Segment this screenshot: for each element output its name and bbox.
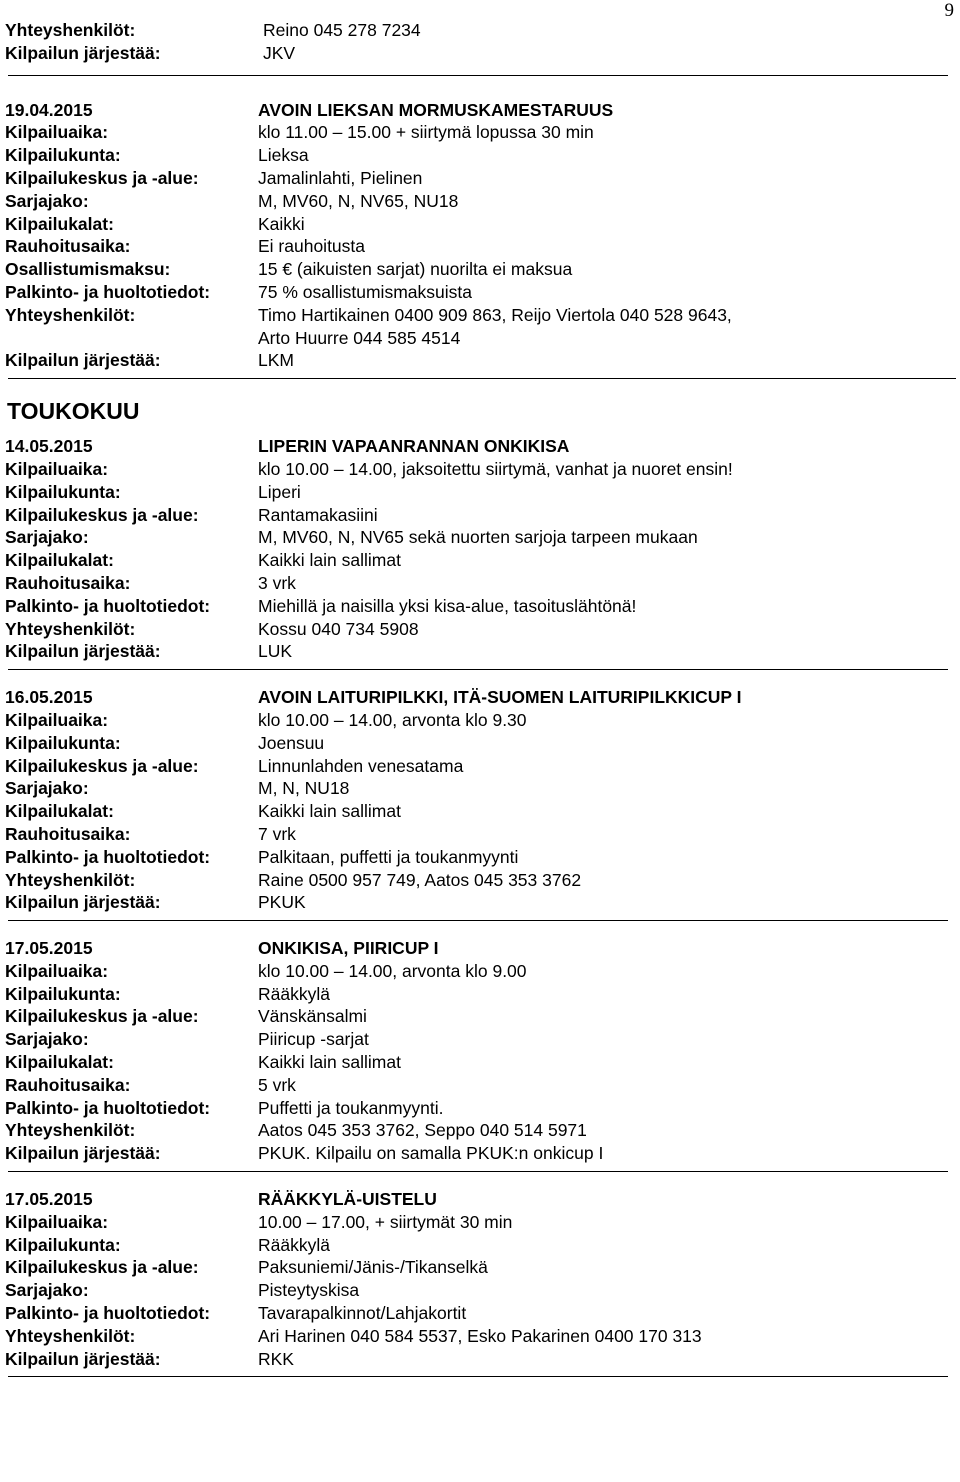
field-label: Yhteyshenkilöt: [5,618,136,639]
event-header [5,686,960,709]
field-label: Palkinto- ja huoltotiedot: [5,1097,211,1118]
event-field [5,618,960,641]
field-label: Kilpailuaika: [5,960,109,981]
field-label: Kilpailukeskus ja -alue: [5,504,199,525]
event-field-continuation [5,327,960,350]
field-value: Raine 0500 957 749, Aatos 045 353 3762 [258,869,582,890]
event-field [5,1302,960,1325]
document-body [5,19,960,1377]
field-value: klo 10.00 – 14.00, jaksoitettu siirtymä, vanhat ja nuoret ensin! [258,458,733,479]
event-date: 17.05.2015 [5,1189,93,1210]
field-value: JKV [263,42,296,63]
field-value: Arto Huurre 044 585 4514 [258,327,461,348]
field-value: Kossu 040 734 5908 [258,618,419,639]
field-value: Jamalinlahti, Pielinen [258,167,423,188]
field-value: PKUK. Kilpailu on samalla PKUK:n onkicup I [258,1143,604,1164]
field-value: 5 vrk [258,1074,296,1095]
field-label: Sarjajako: [5,527,89,548]
field-value: Kaikki lain sallimat [258,1052,401,1073]
event-header [5,1188,960,1211]
event-field [5,800,960,823]
event-field [5,304,960,327]
field-value: Kaikki lain sallimat [258,550,401,571]
field-value: Liperi [258,481,301,502]
field-label: Kilpailuaika: [5,1211,109,1232]
field-value: LKM [258,350,294,371]
field-value: Rääkkylä [258,983,330,1004]
field-value: Ei rauhoitusta [258,236,366,257]
event-field [5,1211,960,1234]
event-field [5,349,960,372]
field-label: Kilpailun järjestää: [5,641,161,662]
field-value: Lieksa [258,145,309,166]
field-label: Kilpailun järjestää: [5,42,161,63]
event-date: 17.05.2015 [5,938,93,959]
field-value: 75 % osallistumismaksuista [258,281,472,302]
event-field [5,144,960,167]
event-field [5,595,960,618]
event-field [5,213,960,236]
field-value: Joensuu [258,732,325,753]
field-value: Reino 045 278 7234 [263,20,421,40]
field-label: Sarjajako: [5,778,89,799]
event-field [5,960,960,983]
field-value: klo 11.00 – 15.00 + siirtymä lopussa 30 min [258,122,594,143]
field-value: M, N, NU18 [258,778,350,799]
field-label: Kilpailun järjestää: [5,350,161,371]
field-label: Palkinto- ja huoltotiedot: [5,595,211,616]
field-value: Kaikki [258,213,305,234]
field-label: Kilpailukeskus ja -alue: [5,1257,199,1278]
field-label: Kilpailukalat: [5,1052,114,1073]
field-value: Puffetti ja toukanmyynti. [258,1097,444,1118]
field-label: Rauhoitusaika: [5,1074,131,1095]
field-label: Sarjajako: [5,1029,89,1050]
field-value: RKK [258,1348,294,1369]
field-label: Kilpailukalat: [5,213,114,234]
event-date: 19.04.2015 [5,99,93,120]
event-field [5,481,960,504]
event-field [5,640,960,663]
event-field [5,755,960,778]
field-label: Kilpailukeskus ja -alue: [5,755,199,776]
event-header [5,435,960,458]
event-field [5,1051,960,1074]
event-title: RÄÄKKYLÄ-UISTELU [258,1189,437,1210]
event-field [5,823,960,846]
field-label: Kilpailukalat: [5,801,114,822]
event-header [5,937,960,960]
field-value: Palkitaan, puffetti ja toukanmyynti [258,846,519,867]
field-label: Kilpailuaika: [5,709,109,730]
event-field [5,572,960,595]
event-field [5,167,960,190]
event-field [5,891,960,914]
event-date: 14.05.2015 [5,436,93,457]
field-label: Rauhoitusaika: [5,572,131,593]
field-label: Kilpailuaika: [5,122,109,143]
intro-row-contacts [5,19,960,42]
event-title: LIPERIN VAPAANRANNAN ONKIKISA [258,436,570,457]
field-label: Palkinto- ja huoltotiedot: [5,1303,211,1324]
field-value: PKUK [258,892,306,913]
field-value: klo 10.00 – 14.00, arvonta klo 9.30 [258,709,527,730]
event-field [5,983,960,1006]
field-label: Kilpailukalat: [5,550,114,571]
event-field [5,1119,960,1142]
field-value: Pisteytyskisa [258,1280,360,1301]
event-field [5,846,960,869]
field-label: Sarjajako: [5,190,89,211]
event-field [5,235,960,258]
field-label: Kilpailukunta: [5,732,121,753]
event-field [5,1279,960,1302]
field-label: Palkinto- ja huoltotiedot: [5,281,211,302]
event-field [5,1028,960,1051]
field-value: 7 vrk [258,823,296,844]
field-label: Kilpailukunta: [5,145,121,166]
field-label: Kilpailukeskus ja -alue: [5,167,199,188]
event-title: ONKIKISA, PIIRICUP I [258,938,439,959]
event-field [5,190,960,213]
event-field [5,549,960,572]
field-label: Rauhoitusaika: [5,823,131,844]
field-label: Kilpailun järjestää: [5,892,161,913]
field-value: M, MV60, N, NV65, NU18 [258,190,459,211]
event-header [5,99,960,122]
separator-line [8,1376,948,1377]
event-field [5,1234,960,1257]
event-title: AVOIN LAITURIPILKKI, ITÄ-SUOMEN LAITURIPILKKICUP I [258,687,742,708]
field-value: Aatos 045 353 3762, Seppo 040 514 5971 [258,1120,587,1141]
event-field [5,1142,960,1165]
event-field [5,458,960,481]
field-label: Yhteyshenkilöt: [5,1120,136,1141]
field-label: Palkinto- ja huoltotiedot: [5,846,211,867]
event-field [5,258,960,281]
event-field [5,777,960,800]
field-label: Rauhoitusaika: [5,236,131,257]
event-field [5,526,960,549]
event-field [5,281,960,304]
field-value: Ari Harinen 040 584 5537, Esko Pakarinen 0400 170 313 [258,1325,702,1346]
field-label: Sarjajako: [5,1280,89,1301]
event-field [5,1256,960,1279]
field-label: Osallistumismaksu: [5,259,171,280]
field-value: M, MV60, N, NV65 sekä nuorten sarjoja tarpeen mukaan [258,527,698,548]
field-value: klo 10.00 – 14.00, arvonta klo 9.00 [258,960,527,981]
field-value: Timo Hartikainen 0400 909 863, Reijo Viertola 040 528 9643, [258,304,732,325]
page-number: 9 [944,0,954,21]
month-heading: TOUKOKUU [7,398,140,425]
field-label: Yhteyshenkilöt: [5,304,136,325]
field-label: Kilpailukunta: [5,481,121,502]
field-label: Yhteyshenkilöt: [5,869,136,890]
field-value: 10.00 – 17.00, + siirtymät 30 min [258,1211,513,1232]
event-field [5,1005,960,1028]
field-value: Miehillä ja naisilla yksi kisa-alue, tasoituslähtönä! [258,595,637,616]
event-field [5,1074,960,1097]
field-value: Piiricup -sarjat [258,1029,369,1050]
event-field [5,1348,960,1371]
event-field [5,1097,960,1120]
field-label: Yhteyshenkilöt: [5,20,136,40]
field-label: Kilpailukunta: [5,983,121,1004]
field-label: Kilpailun järjestää: [5,1143,161,1164]
field-label: Kilpailukunta: [5,1234,121,1255]
field-value: Kaikki lain sallimat [258,801,401,822]
event-field [5,504,960,527]
event-field [5,709,960,732]
field-value: LUK [258,641,293,662]
intro-row-organizer [5,42,960,65]
event-date: 16.05.2015 [5,687,93,708]
field-value: Linnunlahden venesatama [258,755,464,776]
field-label: Yhteyshenkilöt: [5,1325,136,1346]
field-value: Tavarapalkinnot/Lahjakortit [258,1303,467,1324]
event-field [5,121,960,144]
event-field [5,869,960,892]
event-field [5,732,960,755]
field-label: Kilpailun järjestää: [5,1348,161,1369]
event-field [5,1325,960,1348]
field-label: Kilpailukeskus ja -alue: [5,1006,199,1027]
field-value: Rääkkylä [258,1234,330,1255]
field-value: 3 vrk [258,572,296,593]
event-title: AVOIN LIEKSAN MORMUSKAMESTARUUS [258,99,614,120]
field-label: Kilpailuaika: [5,458,109,479]
field-value: Vänskänsalmi [258,1006,367,1027]
field-value: Paksuniemi/Jänis-/Tikanselkä [258,1257,488,1278]
field-value: 15 € (aikuisten sarjat) nuorilta ei maksua [258,259,573,280]
field-value: Rantamakasiini [258,504,378,525]
